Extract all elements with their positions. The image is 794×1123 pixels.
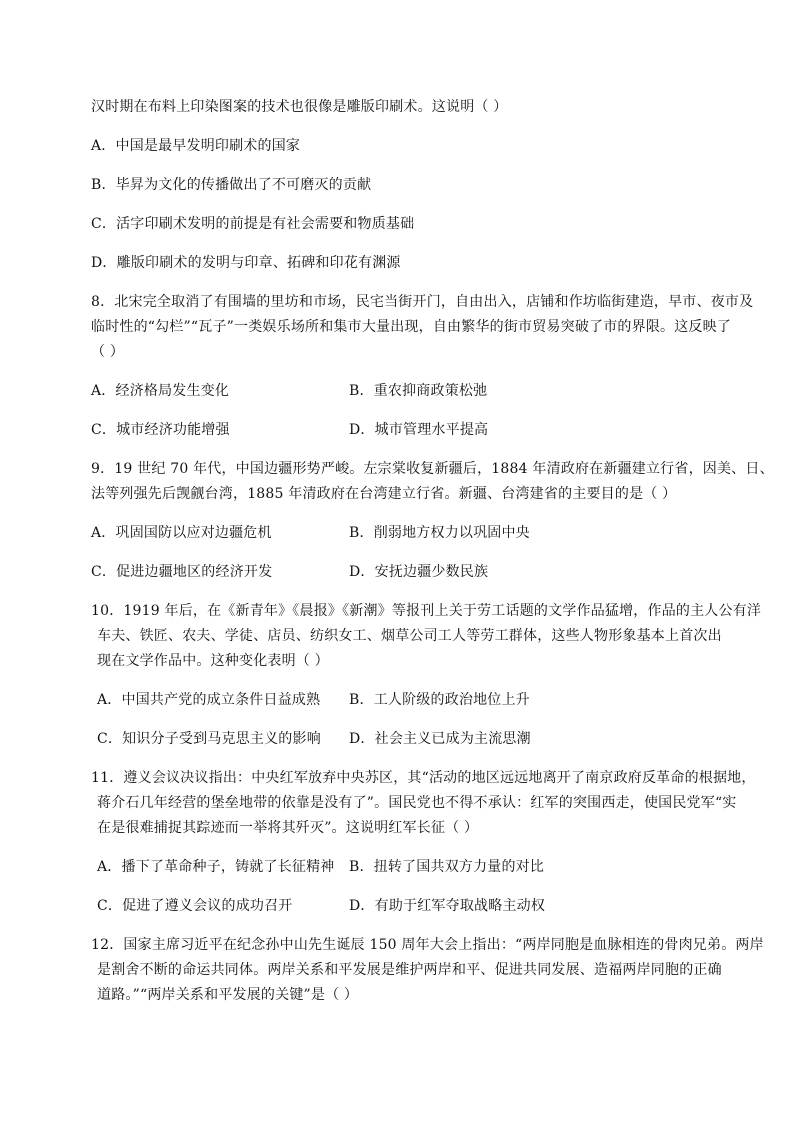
q11-option-a: A．播下了革命种子，铸就了长征精神 bbox=[97, 859, 335, 875]
q11-option-d: D．有助于红军夺取战略主动权 bbox=[349, 898, 546, 914]
q11-stem-line-1: 11．遵义会议决议指出：中央红军放弃中央苏区，其“活动的地区远远地离开了南京政府反革命的根据地， bbox=[91, 770, 756, 786]
q12-stem-line-1: 12．国家主席习近平在纪念孙中山先生诞辰 150 周年大会上指出：“两岸同胞是血脉相连的骨肉兄弟。两岸 bbox=[91, 937, 764, 953]
q12-stem-line-2: 是割舍不断的命运共同体。两岸关系和平发展是维护两岸和平、促进共同发展、造福两岸同胞的正确 bbox=[97, 962, 722, 978]
q7-option-d: D．雕版印刷术的发明与印章、拓碑和印花有渊源 bbox=[91, 255, 401, 271]
q10-stem-line-2: 车夫、铁匠、农夫、学徒、店员、纺织女工、烟草公司工人等劳工群体，这些人物形象基本上首次出 bbox=[97, 628, 722, 644]
q7-stem-tail: 汉时期在布料上印染图案的技术也很像是雕版印刷术。这说明（ ） bbox=[91, 99, 508, 115]
q10-stem-line-1: 10．1919 年后，在《新青年》《晨报》《新潮》等报刊上关于劳工话题的文学作品猛增，作品的主人公有洋 bbox=[91, 603, 762, 619]
q8-option-b: B．重农抑商政策松弛 bbox=[349, 383, 488, 399]
q10-stem-line-3: 现在文学作品中。这种变化表明（ ） bbox=[97, 653, 329, 669]
q9-stem-line-2: 法等列强先后觊觎台湾，1885 年清政府在台湾建立行省。新疆、台湾建省的主要目的是（ ） bbox=[91, 486, 677, 502]
q8-option-a: A．经济格局发生变化 bbox=[91, 383, 230, 399]
q9-option-b: B．削弱地方权力以巩固中央 bbox=[349, 525, 530, 541]
q8-option-d: D．城市管理水平提高 bbox=[349, 422, 489, 438]
q7-option-b: B．毕昇为文化的传播做出了不可磨灭的贡献 bbox=[91, 177, 372, 193]
q10-option-d: D．社会主义已成为主流思潮 bbox=[349, 731, 531, 747]
q9-stem-line-1: 9．19 世纪 70 年代，中国边疆形势严峻。左宗棠收复新疆后，1884 年清政府在新疆建立行省，因美、日、 bbox=[91, 461, 774, 477]
q11-stem-line-3: 在是很难捕捉其踪迹而一举将其歼灭”。这说明红军长征（ ） bbox=[97, 820, 479, 836]
q12-stem-line-3: 道路。”“两岸关系和平发展的关键”是（ ） bbox=[97, 987, 359, 1003]
q11-option-c: C．促进了遵义会议的成功召开 bbox=[97, 898, 293, 914]
q9-option-c: C．促进边疆地区的经济开发 bbox=[91, 564, 273, 580]
q8-option-c: C．城市经济功能增强 bbox=[91, 422, 230, 438]
q10-option-c: C．知识分子受到马克思主义的影响 bbox=[97, 731, 321, 747]
q9-option-d: D．安抚边疆少数民族 bbox=[349, 564, 489, 580]
q10-option-a: A．中国共产党的成立条件日益成熟 bbox=[97, 692, 321, 708]
q7-option-a: A．中国是最早发明印刷术的国家 bbox=[91, 138, 301, 154]
q9-option-a: A．巩固国防以应对边疆危机 bbox=[91, 525, 272, 541]
q10-option-b: B．工人阶级的政治地位上升 bbox=[349, 692, 530, 708]
q8-stem-line-3: （ ） bbox=[91, 344, 125, 360]
q11-stem-line-2: 蒋介石几年经营的堡垒地带的依靠是没有了”。国民党也不得不承认：红军的突围西走，使国民党军“实 bbox=[97, 795, 737, 811]
q11-option-b: B．扭转了国共双方力量的对比 bbox=[349, 859, 545, 875]
q8-stem-line-1: 8．北宋完全取消了有围墙的里坊和市场，民宅当街开门，自由出入，店铺和作坊临街建造，早市、夜市及 bbox=[91, 294, 754, 310]
q8-stem-line-2: 临时性的“勾栏”“瓦子”一类娱乐场所和集市大量出现，自由繁华的街市贸易突破了市的界限。这反映了 bbox=[91, 319, 732, 335]
q7-option-c: C．活字印刷术发明的前提是有社会需要和物质基础 bbox=[91, 216, 415, 232]
